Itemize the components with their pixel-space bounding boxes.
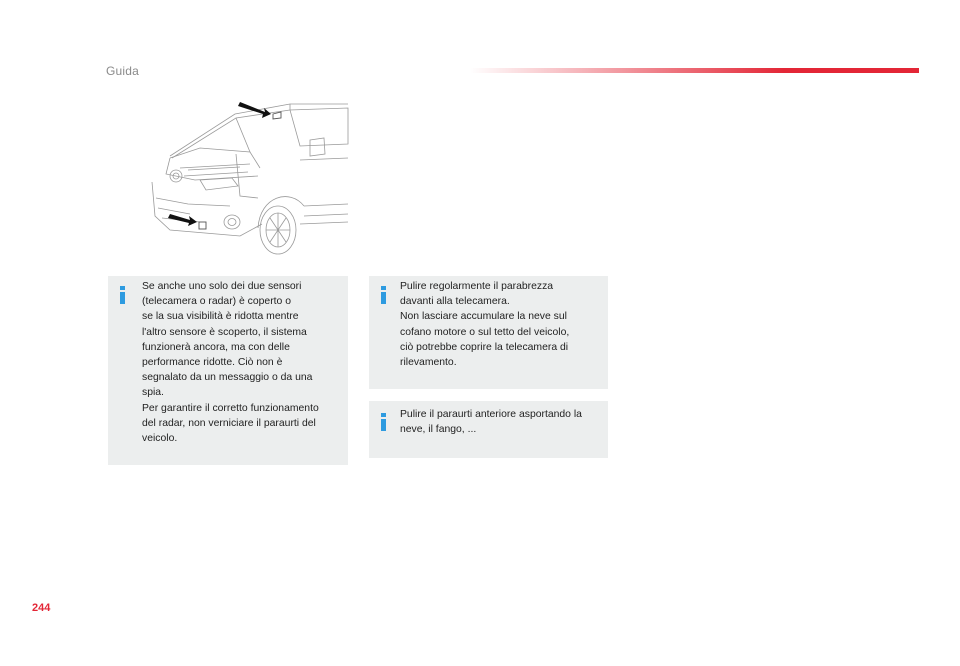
note-text: Se anche uno solo dei due sensori (telecamera o radar) è coperto o se la sua visibilità è ridotta mentre l'altro sensore è scoperto, il sistema funzionerà ancora, ma con delle performance ridotte. Ciò non è segnalato da un messaggio o da una spia. Per garantire il corretto funzionamento del radar, non verniciare il paraurti del veicolo. xyxy=(142,281,319,445)
info-icon xyxy=(381,413,386,431)
info-icon xyxy=(381,286,386,304)
info-note-windshield xyxy=(369,276,608,389)
info-note-sensors xyxy=(108,276,348,465)
info-note-bumper xyxy=(369,401,608,458)
van-sensors-illustration xyxy=(140,96,352,260)
page-number: 244 xyxy=(32,602,51,614)
note-text: Pulire il paraurti anteriore asportando la neve, il fango, ... xyxy=(400,409,582,436)
note-text: Pulire regolarmente il parabrezza davanti alla telecamera. Non lasciare accumulare la neve sul cofano motore o sul tetto del veicolo, ciò potrebbe coprire la telecamera di rilevamento. xyxy=(400,281,570,369)
section-title: Guida xyxy=(106,64,140,78)
info-icon xyxy=(120,286,125,304)
header-accent-bar xyxy=(470,68,919,73)
